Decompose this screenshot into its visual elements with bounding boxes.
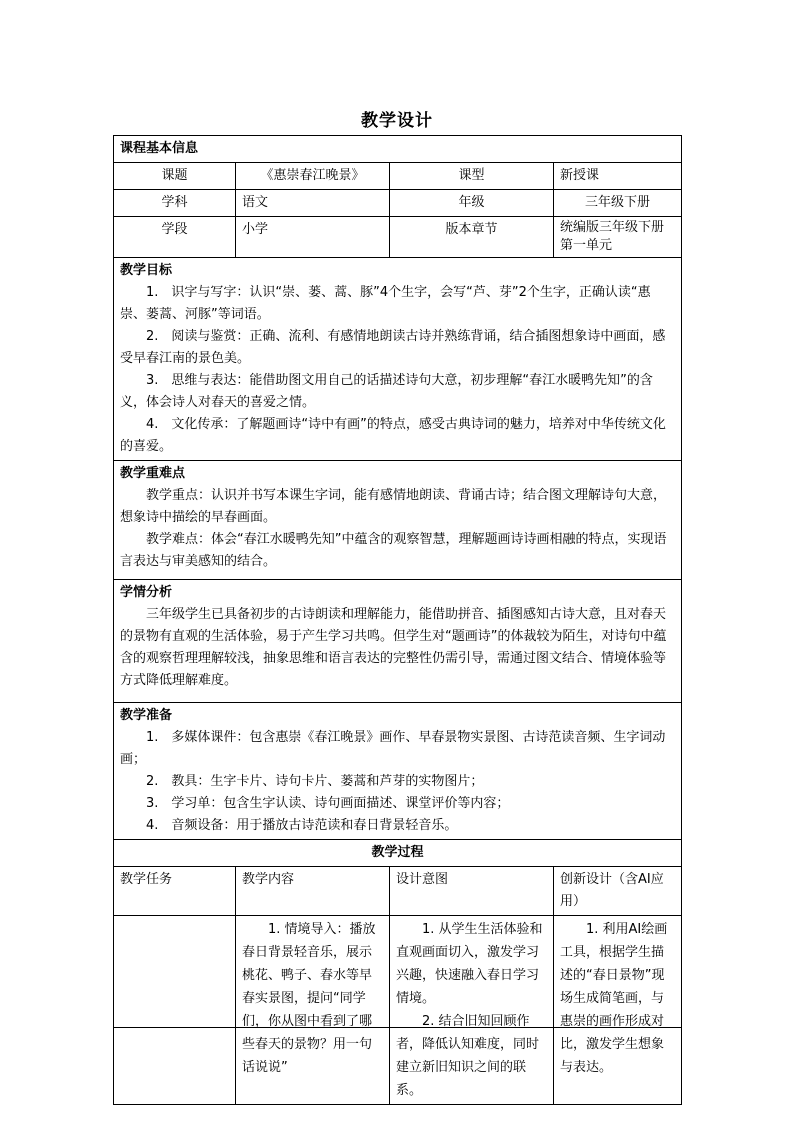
- difficult-point: 教学难点：体会“春江水暖鸭先知”中蕴含的观察智慧，理解题画诗诗画相融的特点，实现语言表达与审美感知的结合。: [120, 532, 667, 569]
- goal-item: 3. 思维与表达：能借助图文用自己的话描述诗句大意，初步理解“春江水暖鸭先知”的含义，体会诗人对春天的喜爱之情。: [120, 373, 653, 410]
- key-difficult-points-section: [114, 461, 682, 580]
- header-teaching-task: 教学任务: [114, 867, 236, 916]
- label-subject: 学科: [114, 190, 236, 217]
- goal-item: 1. 识字与写字：认识“崇、蒌、蒿、豚”4个生字，会写“芦、芽”2个生字，正确认读“惠崇、蒌蒿、河豚”等词语。: [120, 285, 651, 322]
- header-design-intent: 设计意图: [390, 867, 554, 916]
- cell-teaching-task: [114, 916, 236, 1105]
- teaching-process-title: 教学过程: [114, 840, 682, 867]
- label-edition: 版本章节: [390, 217, 554, 258]
- value-stage: 小学: [236, 217, 390, 258]
- value-grade: 三年级下册: [554, 190, 682, 217]
- value-subject: 语文: [236, 190, 390, 217]
- cell-design-intent-2: 2. 结合旧知回顾作者，降低认知难度，同时建立新旧知识之间的联系。: [396, 1014, 540, 1098]
- basic-info-row: [114, 190, 682, 217]
- document-title: 教学设计: [361, 111, 433, 131]
- learner-analysis-title: 学情分析: [120, 585, 173, 600]
- learner-analysis-section: [114, 580, 682, 703]
- cell-teaching-content: 1. 情境导入：播放春日背景轻音乐，展示桃花、鸭子、春水等早春实景图，提问“同学们，你从图中看到了哪些春天的景物？用一句话说说”: [236, 916, 390, 1105]
- label-lesson-type: 课型: [390, 163, 554, 190]
- basic-info-title: 课程基本信息: [114, 136, 682, 163]
- prep-item: 4. 音频设备：用于播放古诗范读和春日背景轻音乐。: [146, 818, 458, 833]
- teaching-goals-title: 教学目标: [120, 263, 173, 278]
- basic-info-row: [114, 163, 682, 190]
- basic-info-row: [114, 217, 682, 258]
- teaching-prep-section: [114, 703, 682, 840]
- lesson-plan-table: [113, 135, 682, 1098]
- label-grade: 年级: [390, 190, 554, 217]
- teaching-process-header-row: [114, 840, 682, 867]
- process-row: [114, 916, 682, 1105]
- goal-item: 2. 阅读与鉴赏：正确、流利、有感情地朗读古诗并熟练背诵，结合插图想象诗中画面，感受早春江南的景色美。: [120, 329, 666, 366]
- goal-item: 4. 文化传承：了解题画诗“诗中有画”的特点，感受古典诗词的魅力，培养对中华传统文化的喜爱。: [120, 417, 666, 454]
- process-column-header-row: [114, 867, 682, 916]
- cell-design-intent-1: 1. 从学生生活体验和直观画面切入，激发学习兴趣，快速融入春日学习情境。: [396, 922, 543, 1006]
- label-topic: 课题: [114, 163, 236, 190]
- value-lesson-type: 新授课: [554, 163, 682, 190]
- teaching-prep-title: 教学准备: [120, 708, 173, 723]
- cell-innovation-design: 1. 利用AI绘画工具，根据学生描述的“春日景物”现场生成简笔画，与惠崇的画作形成对比，激发学生想象与表达。: [554, 916, 682, 1105]
- label-stage: 学段: [114, 217, 236, 258]
- prep-item: 3. 学习单：包含生字认读、诗句画面描述、课堂评价等内容；: [146, 796, 510, 811]
- learner-analysis-text: 三年级学生已具备初步的古诗朗读和理解能力，能借助拼音、插图感知古诗大意，且对春天的景物有直观的生活体验，易于产生学习共鸣。但学生对“题画诗”的体裁较为陌生，对诗句中蕴含的观察哲理理解较浅，抽象思维和语言表达的完整性仍需引导，需通过图文结合、情境体验等方式降低理解难度。: [120, 607, 667, 688]
- value-topic: 《惠崇春江晚景》: [236, 163, 390, 190]
- prep-item: 1. 多媒体课件：包含惠崇《春江晚景》画作、早春景物实景图、古诗范读音频、生字词动画；: [120, 730, 666, 767]
- value-edition: 统编版三年级下册第一单元: [554, 217, 682, 258]
- key-difficult-points-title: 教学重难点: [120, 466, 186, 481]
- basic-info-header-row: [114, 136, 682, 163]
- header-teaching-content: 教学内容: [236, 867, 390, 916]
- teaching-goals-section: [114, 258, 682, 461]
- prep-item: 2. 教具：生字卡片、诗句卡片、蒌蒿和芦芽的实物图片；: [146, 774, 484, 789]
- key-point: 教学重点：认识并书写本课生字词，能有感情地朗读、背诵古诗；结合图文理解诗句大意，想象诗中描绘的早春画面。: [120, 488, 667, 525]
- header-innovation-design: 创新设计（含AI应用）: [554, 867, 682, 916]
